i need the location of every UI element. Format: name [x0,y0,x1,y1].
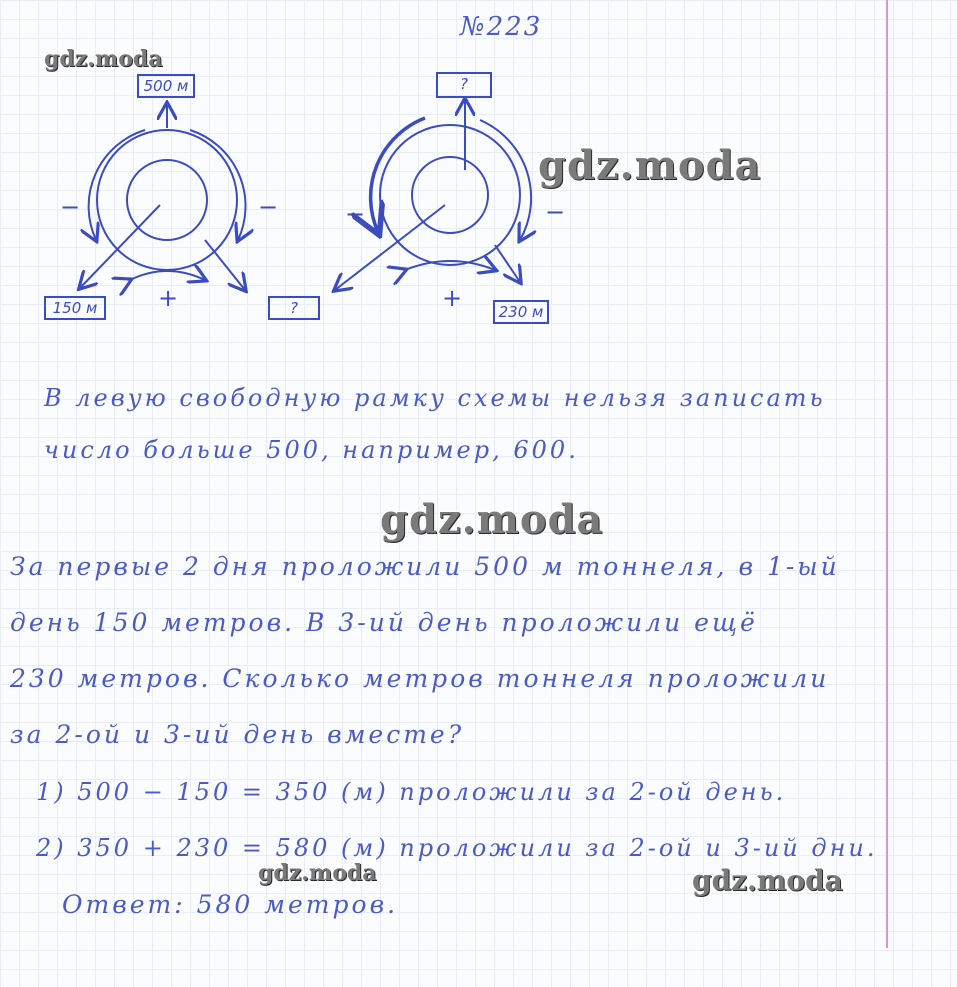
note-line-1: В левую свободную рамку схемы нельзя записать [44,384,826,412]
problem-line-1: За первые 2 дня проложили 500 м тоннеля, в 1-ый [10,552,840,581]
solution-step-2: 2) 350 + 230 = 580 (м) проложили за 2-ой и 3-ий дни. [36,834,878,862]
problem-line-2: день 150 метров. В 3-ий день проложили ещё [10,608,758,637]
right-bottom-right-box: 230 м [493,300,549,324]
note-line-2: число больше 500, например, 600. [44,436,579,464]
watermark-center: gdz.moda [380,496,604,543]
answer-line: Ответ: 580 метров. [62,890,399,919]
left-bottom-left-box: 150 м [44,296,106,320]
left-down-left-arrow [80,205,160,288]
right-minus-left: − [345,200,366,228]
right-minus-right: − [545,198,566,226]
solution-step-1: 1) 500 − 150 = 350 (м) проложили за 2-ой день. [36,778,787,806]
left-plus: + [158,284,179,312]
circle-schemes [0,0,957,340]
left-down-right-arrow [205,240,245,290]
right-top-box: ? [436,72,492,98]
left-minus-left: − [60,193,81,221]
problem-line-3: 230 метров. Сколько метров тоннеля проложили [10,664,830,693]
right-scheme [335,100,531,290]
watermark-top-left: gdz.moda [44,46,163,72]
right-arc-right [480,120,531,240]
watermark-bottom-left: gdz.moda [258,860,377,886]
left-scheme [80,104,246,290]
left-bottom-right-box: ? [268,296,320,320]
right-plus: + [442,284,463,312]
problem-line-4: за 2-ой и 3-ий день вместе? [10,720,465,749]
task-number: №223 [460,12,543,42]
left-top-box: 500 м [137,74,195,98]
left-arc-left [89,130,145,240]
right-outer-circle [380,125,520,265]
watermark-upper-right: gdz.moda [538,142,762,189]
right-down-right-arrow [495,245,520,282]
left-arc-bottom [130,271,205,280]
watermark-bottom-right: gdz.moda [692,864,843,897]
left-minus-right: − [258,193,279,221]
